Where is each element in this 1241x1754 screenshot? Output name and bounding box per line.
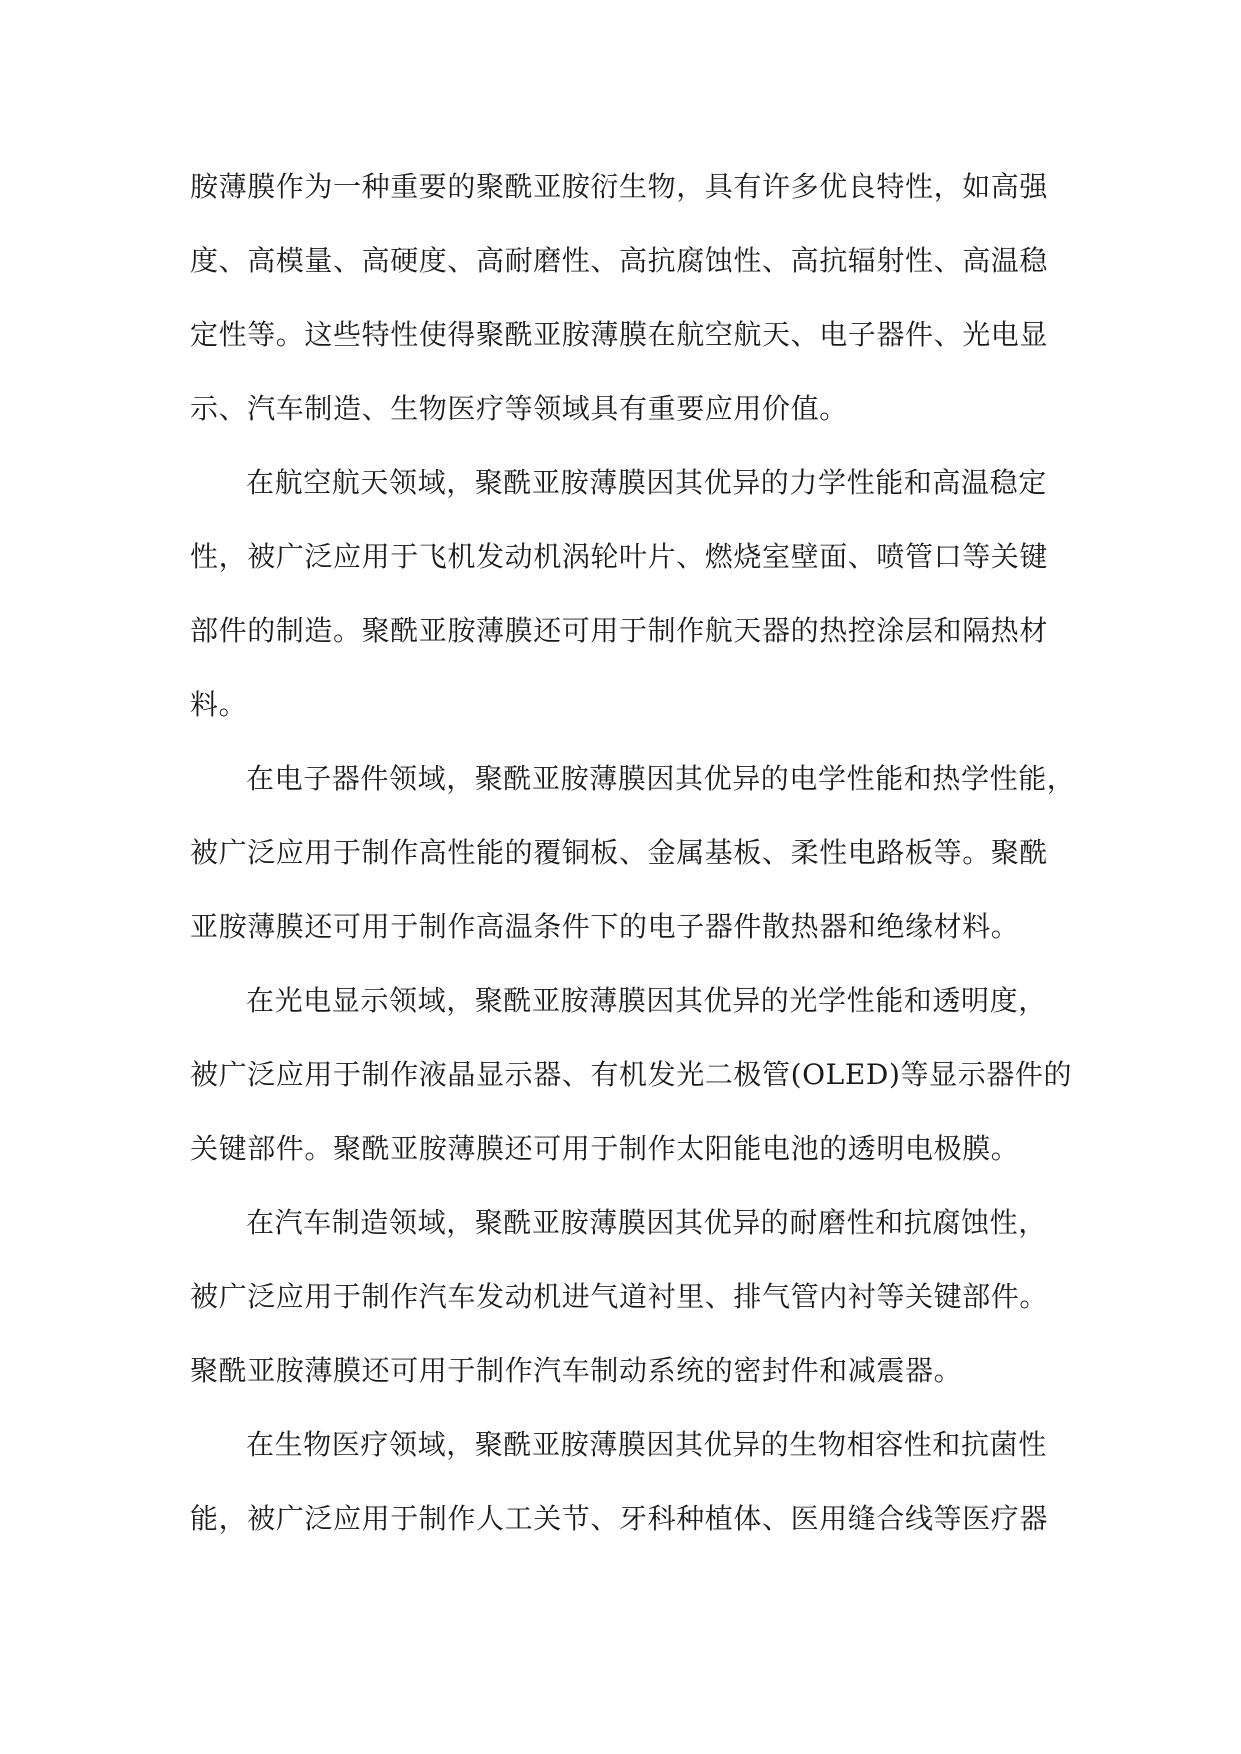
paragraph-first-line: 在航空航天领域，聚酰亚胺薄膜因其优异的力学性能和高温稳定	[246, 466, 1047, 499]
text-line: 部件的制造。聚酰亚胺薄膜还可用于制作航天器的热控涂层和隔热材	[190, 614, 1049, 647]
text-line: 关键部件。聚酰亚胺薄膜还可用于制作太阳能电池的透明电极膜。	[190, 1132, 1020, 1165]
document-page	[190, 150, 1076, 1556]
text-line: 度、高模量、高硬度、高耐磨性、高抗腐蚀性、高抗辐射性、高温稳	[190, 244, 1049, 277]
paragraph-first-line: 在光电显示领域，聚酰亚胺薄膜因其优异的光学性能和透明度，	[246, 984, 1047, 1017]
text-line: 亚胺薄膜还可用于制作高温条件下的电子器件散热器和绝缘材料。	[190, 910, 1020, 943]
text-line: 被广泛应用于制作液晶显示器、有机发光二极管(OLED)等显示器件的	[190, 1058, 1073, 1091]
text-line: 定性等。这些特性使得聚酰亚胺薄膜在航空航天、电子器件、光电显	[190, 318, 1049, 351]
text-line: 示、汽车制造、生物医疗等领域具有重要应用价值。	[190, 392, 848, 425]
text-line: 能，被广泛应用于制作人工关节、牙科种植体、医用缝合线等医疗器	[190, 1502, 1049, 1535]
text-line: 性，被广泛应用于飞机发动机涡轮叶片、燃烧室壁面、喷管口等关键	[190, 540, 1049, 573]
paragraph-first-line: 在生物医疗领域，聚酰亚胺薄膜因其优异的生物相容性和抗菌性	[246, 1428, 1047, 1461]
text-line: 聚酰亚胺薄膜还可用于制作汽车制动系统的密封件和减震器。	[190, 1354, 963, 1387]
text-line: 胺薄膜作为一种重要的聚酰亚胺衍生物，具有许多优良特性，如高强	[190, 170, 1049, 203]
text-line: 被广泛应用于制作汽车发动机进气道衬里、排气管内衬等关键部件。	[190, 1280, 1049, 1313]
text-line: 被广泛应用于制作高性能的覆铜板、金属基板、柔性电路板等。聚酰	[190, 836, 1049, 869]
paragraph-first-line: 在电子器件领域，聚酰亚胺薄膜因其优异的电学性能和热学性能，	[246, 762, 1076, 795]
paragraph-first-line: 在汽车制造领域，聚酰亚胺薄膜因其优异的耐磨性和抗腐蚀性，	[246, 1206, 1047, 1239]
text-line: 料。	[190, 688, 248, 721]
